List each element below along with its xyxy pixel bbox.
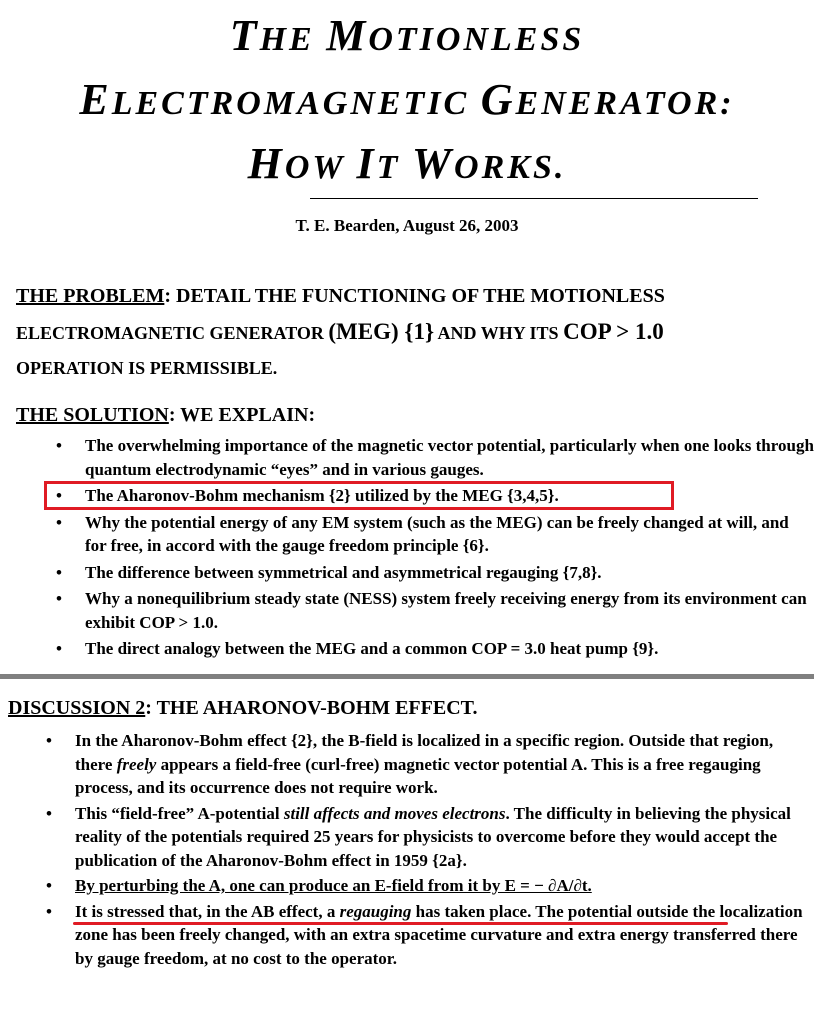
list-item: [51, 637, 814, 661]
list-item-text: The overwhelming importance of the magnetic vector potential, particularly when one looks through quantum electrodynamic “eyes” and in various gauges.: [85, 436, 814, 479]
solution-list: [51, 434, 814, 661]
title-text: M: [326, 11, 369, 60]
solution-text: : WE EXPLAIN:: [168, 404, 316, 426]
title-text: OW: [284, 149, 357, 186]
list-item-text: It is stressed that, in the AB effect, a regauging has taken place. The potential outside the localization zone has been freely changed, with an extra spacetime curvature and extra energy transferred there by gauge freedom, at no cost to the operator.: [75, 901, 803, 968]
list-item: [41, 802, 814, 873]
title-line-1: [0, 6, 814, 70]
discussion-heading: [8, 690, 478, 726]
list-item: [41, 729, 814, 800]
list-item: [41, 874, 814, 898]
byline: T. E. Bearden, August 26, 2003: [295, 216, 519, 235]
bullet-icon: •: [46, 876, 52, 895]
problem-text: AND WHY ITS: [434, 323, 564, 343]
list-item-text: The difference between symmetrical and asymmetrical regauging {7,8}.: [85, 562, 602, 582]
list-item: [41, 900, 814, 971]
bullet-icon: •: [46, 731, 52, 750]
problem-heading-line-3: [16, 350, 277, 386]
list-item-text: This “field-free” A-potential still affects and moves electrons. The difficulty in believing the physical reality of the potentials required 25 years for physicists to overcome before they would accept the publication of the Aharonov-Bohm effect in 1959 {2a}.: [75, 803, 791, 870]
title-text: I: [356, 139, 377, 188]
title-text: ORKS.: [454, 149, 567, 186]
list-item-text: The direct analogy between the MEG and a common COP = 3.0 heat pump {9}.: [85, 639, 659, 658]
bullet-icon: •: [56, 639, 62, 658]
title-text: OTIONLESS: [368, 21, 585, 58]
problem-text: COP > 1.0: [563, 319, 664, 344]
title-line-2: [0, 70, 814, 134]
list-item-text: Why a nonequilibrium steady state (NESS) system freely receiving energy from its environment can exhibit COP > 1.0.: [85, 589, 807, 632]
bullet-icon: •: [56, 562, 62, 582]
list-item: [51, 561, 814, 585]
title-text: T: [376, 149, 412, 186]
bullet-icon: •: [56, 512, 62, 532]
list-item: [51, 587, 814, 634]
problem-text: OPERATION IS PERMISSIBLE.: [16, 358, 278, 378]
problem-text: ELECTROMAGNETIC GENERATOR: [16, 323, 329, 343]
discussion-list: [41, 729, 814, 970]
list-item-text: The Aharonov-Bohm mechanism {2} utilized by the MEG {3,4,5}.: [85, 486, 559, 505]
title-text: HE: [259, 21, 327, 58]
problem-heading: [16, 278, 665, 314]
problem-heading-line-2: [16, 314, 664, 351]
list-item-text: By perturbing the A, one can produce an E-field from it by E = − ∂A/∂t.: [75, 876, 592, 895]
solution-heading: [16, 397, 315, 433]
discussion-text: : THE AHARONOV-BOHM EFFECT.: [145, 697, 478, 719]
discussion-label: DISCUSSION 2: [8, 697, 146, 719]
problem-text: (MEG) {1}: [328, 319, 435, 344]
bullet-icon: •: [46, 901, 52, 921]
problem-text: : DETAIL THE FUNCTIONING OF THE MOTIONLESS: [164, 285, 665, 307]
title-text: ENERATOR:: [515, 85, 735, 122]
title-text: E: [79, 75, 112, 124]
bullet-icon: •: [56, 436, 62, 455]
list-item: [51, 434, 814, 481]
bullet-icon: •: [56, 589, 62, 608]
title-text: G: [480, 75, 516, 124]
title-text: LECTROMAGNETIC: [111, 85, 481, 122]
list-item-text: In the Aharonov-Bohm effect {2}, the B-field is localized in a specific region. Outside that region, there freely appears a field-free (curl-free) magnetic vector potential A. This is a free regauging process, and its occurrence does not require work.: [75, 731, 774, 797]
title-text: T: [229, 11, 260, 60]
bullet-icon: •: [46, 803, 52, 823]
list-item: [51, 511, 814, 558]
title-text: H: [247, 139, 285, 188]
section-divider: [0, 674, 814, 679]
problem-label: THE PROBLEM: [16, 285, 165, 307]
bullet-icon: •: [56, 486, 62, 505]
title-text: W: [411, 139, 455, 188]
title-line-3: [0, 134, 814, 198]
title-rule: [310, 198, 758, 199]
highlight-box: [44, 481, 674, 510]
highlight-underline: [73, 922, 728, 925]
list-item-text: Why the potential energy of any EM system (such as the MEG) can be freely changed at will, and for free, in accord with the gauge freedom principle {6}.: [85, 512, 789, 555]
solution-label: THE SOLUTION: [16, 404, 169, 426]
